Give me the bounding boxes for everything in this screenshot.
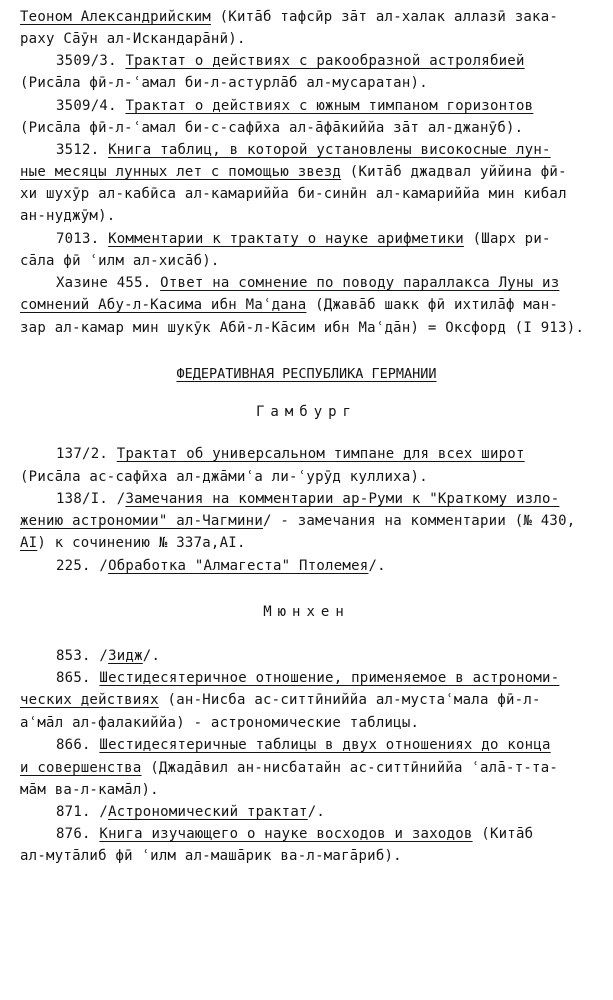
city-heading-hamburg: Гамбург	[255, 404, 357, 420]
underlined-title: Книга таблиц, в которой установлены високосные лун-	[108, 142, 551, 158]
text-line	[20, 296, 601, 314]
underlined-title: Книга изучающего о науке восходов и заходов	[99, 826, 473, 842]
text-line	[20, 759, 601, 777]
underlined-title: Шестидесятеричное отношение, применяемое в астрономи-	[99, 670, 560, 686]
text-line	[56, 97, 601, 115]
text-line	[20, 847, 601, 865]
line-text: /.	[142, 648, 161, 664]
line-text: зар ал-камар мин шукӯк Абӣ-л-Кāсим ибн Маʿдāн) = Оксфорд (I 913).	[20, 320, 585, 336]
underlined-title: сомнений Абу-л-Касима ибн Маʿдана	[20, 297, 307, 313]
underlined-title: Трактат об универсальном тимпане для всех широт	[116, 446, 525, 462]
catalog-number: 871. /	[56, 804, 109, 820]
underlined-title: Замечания на комментарии ар-Руми к "Краткому изло-	[125, 491, 560, 507]
text-line	[20, 714, 601, 732]
catalog-number: 3509/4.	[56, 98, 126, 114]
line-text: раху Сāӯн ал-Искандарāнӣ).	[20, 31, 246, 47]
line-text: (Джавāб шакк фӣ ихтилāф ман-	[306, 297, 559, 313]
text-line	[56, 736, 601, 754]
text-line	[56, 230, 601, 248]
text-line	[20, 163, 601, 181]
underlined-title: Комментарии к трактату о науке арифметики	[108, 231, 464, 247]
text-line	[20, 185, 601, 203]
line-text: /.	[307, 804, 326, 820]
text-line	[56, 647, 601, 665]
catalog-number: 137/2.	[56, 446, 117, 462]
catalog-number: 3512.	[56, 142, 109, 158]
text-line	[20, 781, 601, 799]
underlined-title: AI	[20, 535, 38, 551]
line-text: (Рисāла фӣ-л-ʿамал би-с-сафӣха ал-āфāкиййа зāт ал-джанӯб).	[20, 120, 524, 136]
line-text: мāм ва-л-камāл).	[20, 782, 159, 798]
text-line	[20, 252, 601, 270]
section-title-text: ФЕДЕРАТИВНАЯ РЕСПУБЛИКА ГЕРМАНИИ	[176, 366, 437, 382]
text-line	[20, 512, 601, 530]
line-text: / - замечания на комментарии (№ 430,	[263, 513, 576, 529]
underlined-title: и совершенства	[20, 760, 142, 776]
line-text: /.	[368, 558, 386, 574]
text-line	[56, 52, 601, 70]
text-line	[20, 8, 601, 26]
underlined-title: Обработка "Алмагеста" Птолемея	[108, 558, 369, 574]
catalog-number: 876.	[56, 826, 100, 842]
line-text: (Рисāла фӣ-л-ʿамал би-л-астурлāб ал-мусаратан).	[20, 75, 428, 91]
text-line	[56, 669, 601, 687]
catalog-number: 225. /	[56, 558, 109, 574]
catalog-number: 853. /	[56, 648, 109, 664]
text-line	[56, 825, 601, 843]
catalog-number: 866.	[56, 737, 100, 753]
line-text: аʿмāл ал-фалакиййа) - астрономические таблицы.	[20, 715, 420, 731]
underlined-title: Трактат о действиях с южным тимпаном горизонтов	[125, 98, 534, 114]
underlined-title: ческих действиях	[20, 692, 159, 708]
catalog-number: 865.	[56, 670, 100, 686]
text-line	[56, 141, 601, 159]
line-text: ан-нуджӯм).	[20, 208, 116, 224]
underlined-title: Трактат о действиях с ракообразной астролябией	[125, 53, 525, 69]
text-line	[20, 468, 601, 486]
line-text: (Китāб	[472, 826, 534, 842]
text-line	[20, 207, 601, 225]
section-title	[0, 365, 613, 383]
text-line	[56, 445, 601, 463]
text-line	[56, 803, 601, 821]
city-heading-munich: Мюнхен	[263, 604, 350, 620]
text-line	[20, 74, 601, 92]
catalog-number: 3509/3.	[56, 53, 126, 69]
underlined-title: Ответ на сомнение по поводу параллакса Луны из	[160, 275, 560, 291]
text-line	[56, 490, 601, 508]
text-line	[56, 557, 601, 575]
text-line	[20, 691, 601, 709]
line-text: хи шухӯр ал-кабӣса ал-камариййа би-синӣн ал-камариййа мин кибал	[20, 186, 567, 202]
text-line	[20, 119, 601, 137]
text-line	[20, 534, 601, 552]
line-text: (Рисāла ас-сафӣха ал-джāмиʿа ли-ʿурӯд куллиха).	[20, 469, 428, 485]
line-text: ) к сочинению № 337а,AI.	[37, 535, 246, 551]
text-line	[20, 319, 601, 337]
underlined-title: Теоном Александрийским	[20, 9, 211, 25]
line-text: (ан-Нисба ас-ситтӣниййа ал-мустаʿмала фӣ-л-	[158, 692, 541, 708]
text-line	[56, 274, 601, 292]
catalog-number: 138/I. /	[56, 491, 126, 507]
underlined-title: Астрономический трактат	[108, 804, 308, 820]
underlined-title: жению астрономии" ал-Чагмини	[20, 513, 264, 529]
catalog-number: 7013.	[56, 231, 109, 247]
line-text: (Китāб тафсӣр зāт ал-халак аллазӣ зака-	[210, 9, 559, 25]
line-text: сāла фӣ ʿилм ал-хисāб).	[20, 253, 220, 269]
catalog-number: Хазине 455.	[56, 275, 161, 291]
line-text: (Китāб джадвал уййина фӣ-	[341, 164, 567, 180]
underlined-title: ные месяцы лунных лет с помощью звезд	[20, 164, 342, 180]
line-text: (Шарх ри-	[463, 231, 551, 247]
underlined-title: Зидж	[108, 648, 143, 664]
text-line	[20, 30, 601, 48]
underlined-title: Шестидесятеричные таблицы в двух отношениях до конца	[99, 737, 551, 753]
line-text: (Джадāвил ан-нисбатайн ас-ситтӣниййа ʿалā-т-та-	[141, 760, 559, 776]
line-text: ал-мутāлиб фӣ ʿилм ал-машāрик ва-л-магāриб).	[20, 848, 402, 864]
